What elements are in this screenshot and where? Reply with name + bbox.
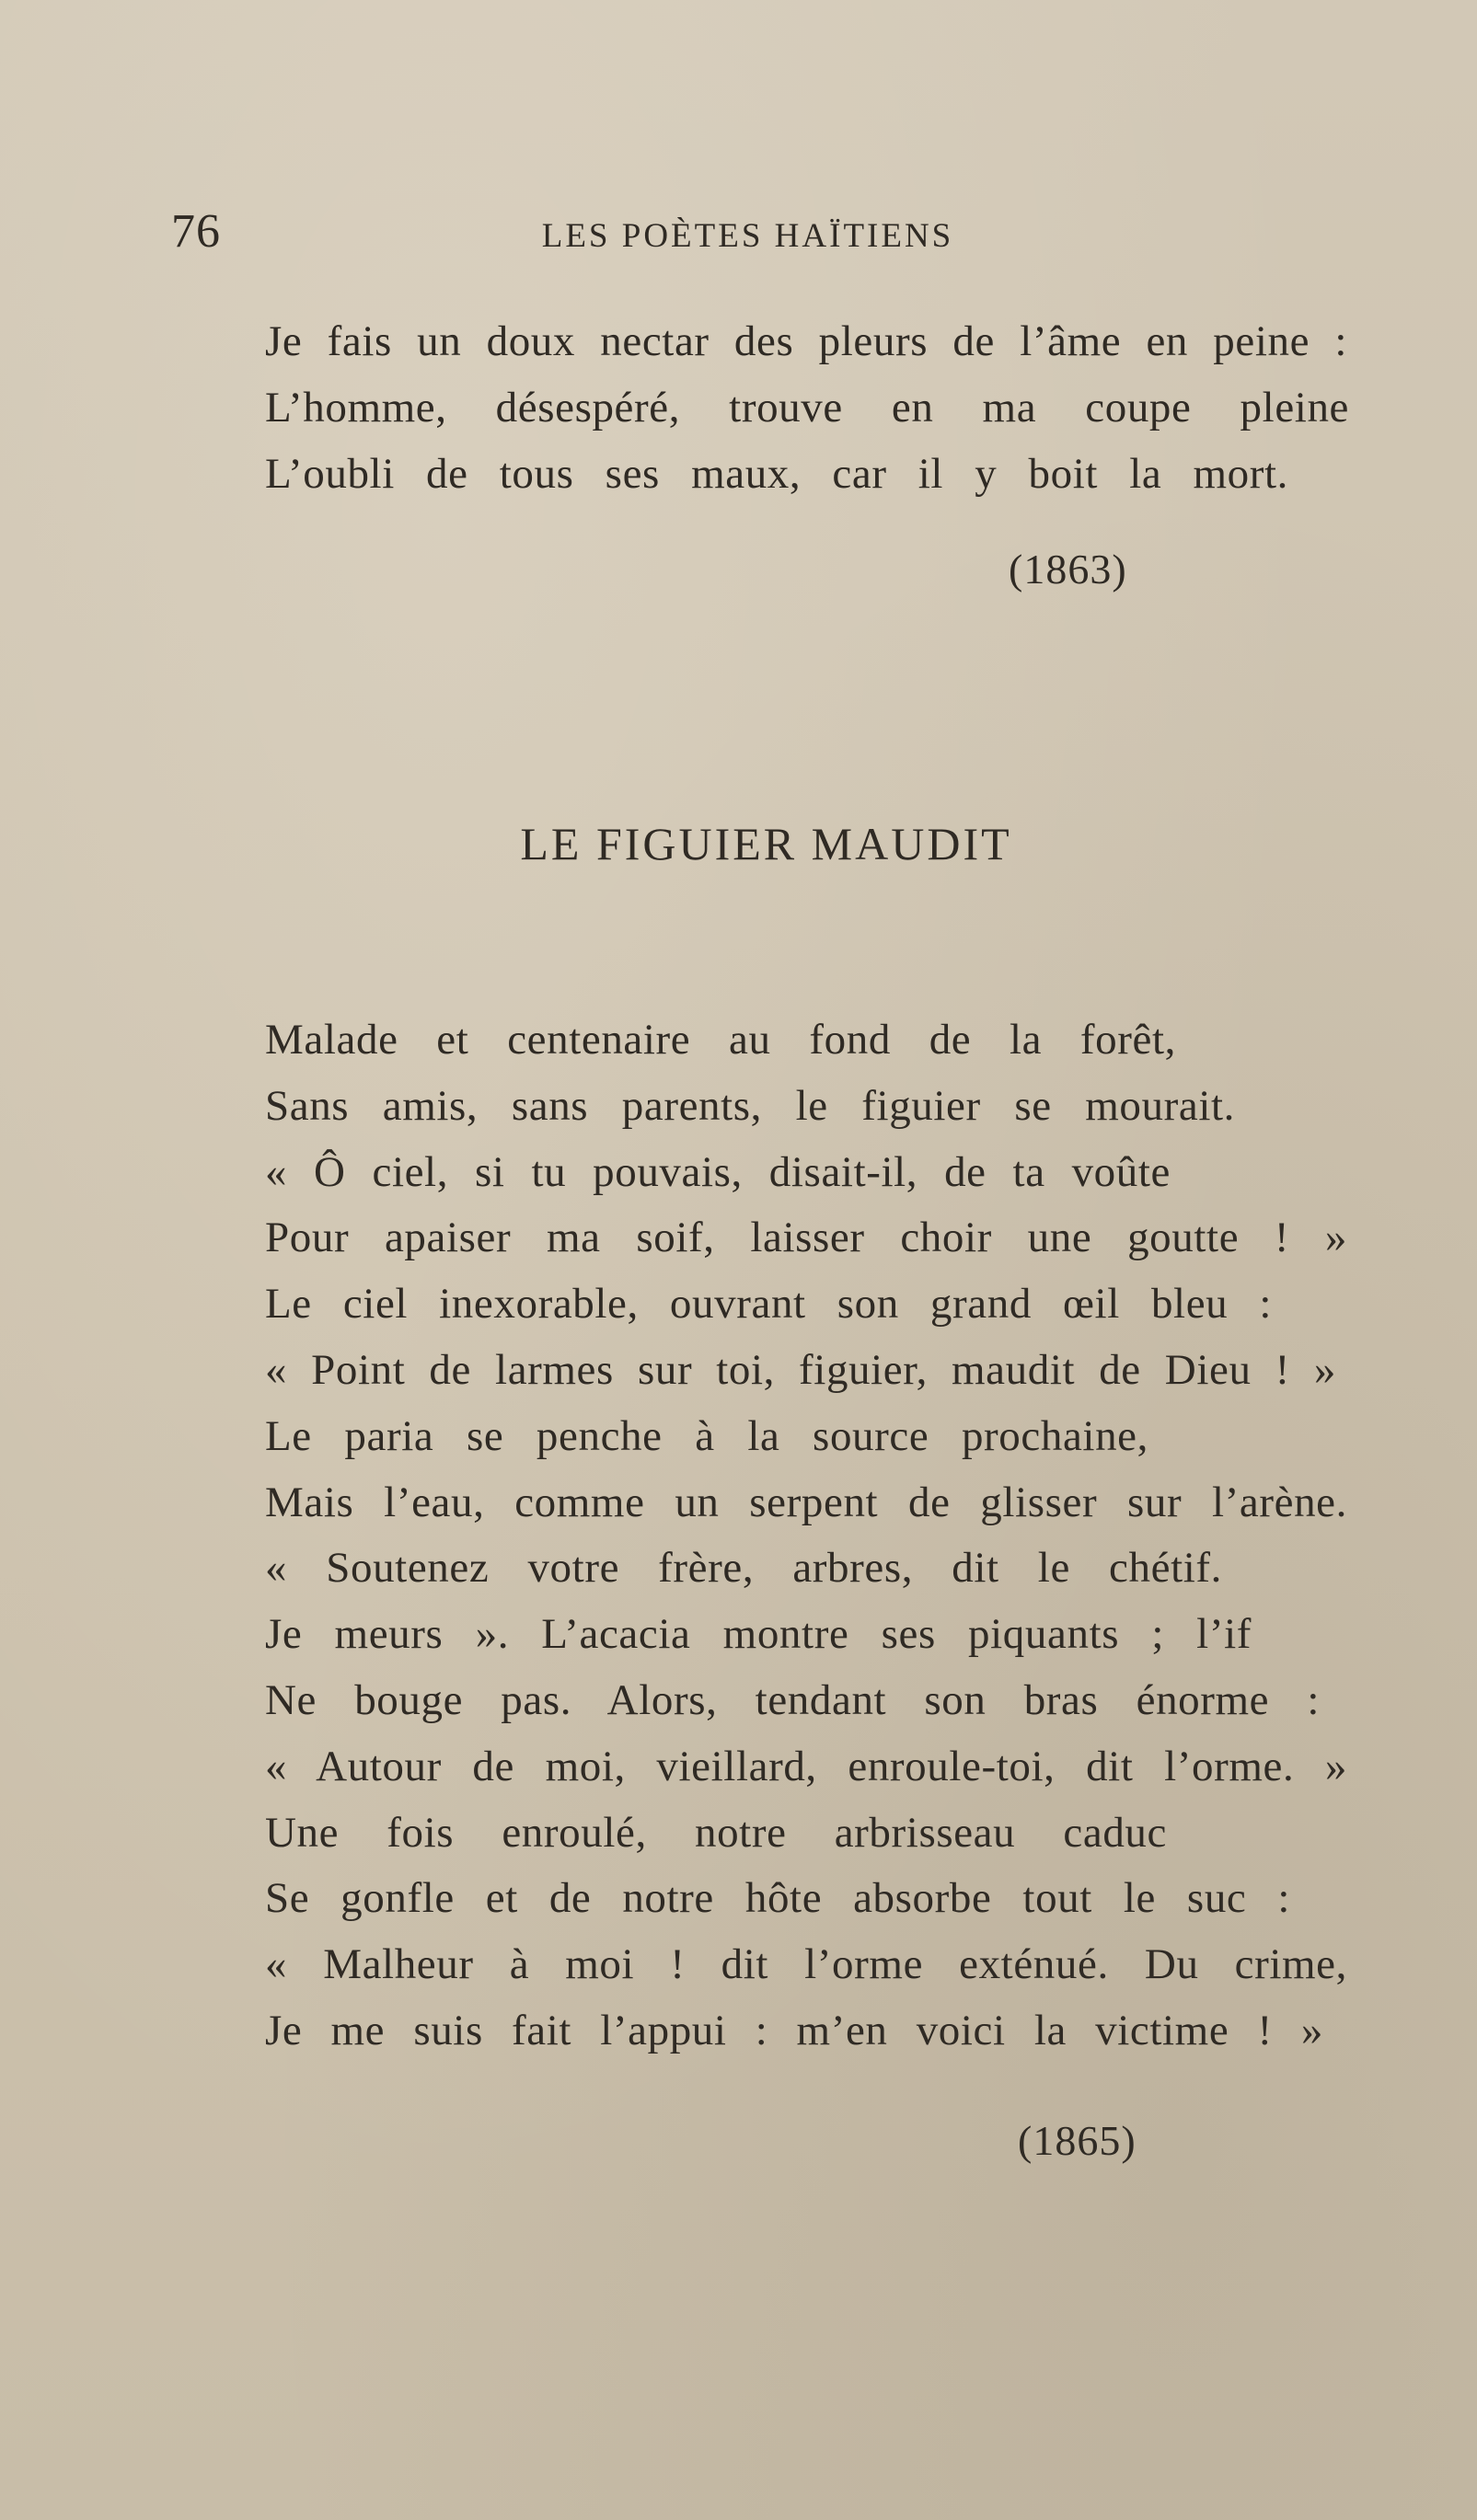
verse-line: L’homme, désespéré, trouve en ma coupe pleine	[265, 383, 1349, 432]
verse-line: Je meurs ». L’acacia montre ses piquants ; l’if	[265, 1610, 1252, 1659]
verse-line: Mais l’eau, comme un serpent de glisser sur l’arène.	[265, 1478, 1347, 1526]
verse-line: Une fois enroulé, notre arbrisseau caduc	[265, 1808, 1167, 1857]
verse-line: Pour apaiser ma soif, laisser choir une goutte ! »	[265, 1214, 1347, 1262]
verse-line: Malade et centenaire au fond de la forêt,	[265, 1016, 1176, 1064]
verse-line: Sans amis, sans parents, le figuier se mourait.	[265, 1081, 1235, 1130]
verse-line: Ne bouge pas. Alors, tendant son bras énorme :	[265, 1675, 1320, 1724]
verse-line: Je me suis fait l’appui : m’en voici la victime ! »	[265, 2006, 1323, 2054]
verse-line: Je fais un doux nectar des pleurs de l’âme en peine :	[265, 317, 1347, 365]
verse-line: « Malheur à moi ! dit l’orme exténué. Du crime,	[265, 1940, 1347, 1989]
poem-date: (1865)	[1018, 2117, 1137, 2164]
verse-line: Le paria se penche à la source prochaine,	[265, 1411, 1148, 1460]
previous-poem-ending	[265, 309, 1351, 507]
verse-line: « Autour de moi, vieillard, enroule-toi, dit l’orme. »	[265, 1742, 1347, 1790]
verse-line: L’oubli de tous ses maux, car il y boit la mort.	[265, 449, 1288, 498]
verse-line: « Point de larmes sur toi, figuier, maudit de Dieu ! »	[265, 1345, 1336, 1394]
poem-body	[265, 1007, 1351, 2065]
verse-line: « Ô ciel, si tu pouvais, disait-il, de ta voûte	[265, 1147, 1171, 1196]
poem-date: (1863)	[1009, 546, 1127, 593]
verse-line: Le ciel inexorable, ouvrant son grand œil bleu :	[265, 1280, 1272, 1329]
verse-line: Se gonfle et de notre hôte absorbe tout le suc :	[265, 1874, 1290, 1923]
page-number: 76	[171, 205, 221, 258]
poem-title: LE FIGUIER MAUDIT	[520, 818, 1012, 869]
running-head: LES POÈTES HAÏTIENS	[541, 217, 954, 255]
verse-line: « Soutenez votre frère, arbres, dit le chétif.	[265, 1544, 1222, 1593]
